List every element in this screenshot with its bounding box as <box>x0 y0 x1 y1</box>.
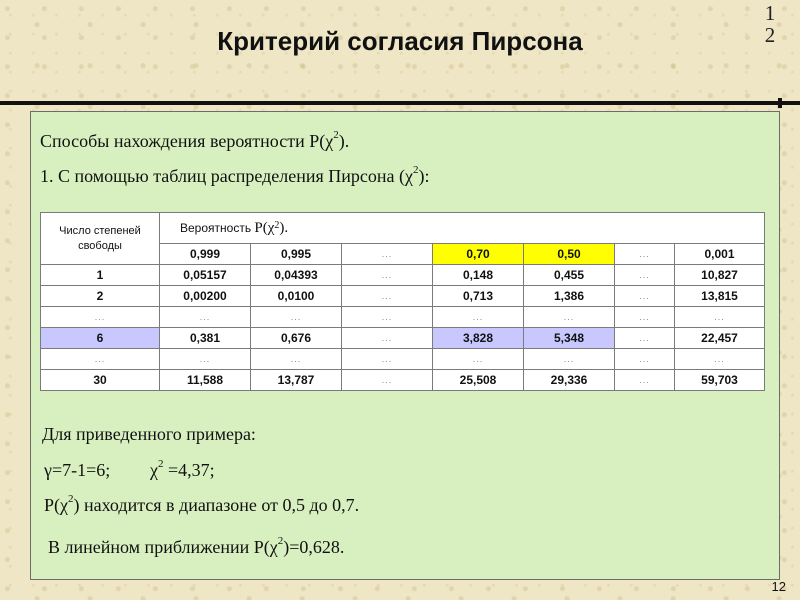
table-cell: ... <box>615 349 675 370</box>
table-cell: ... <box>342 307 433 328</box>
table-row <box>41 370 765 391</box>
table-cell: 13,787 <box>251 370 342 391</box>
table-cell: 1,386 <box>524 286 615 307</box>
table-cell: ... <box>342 370 433 391</box>
linear-approximation-line: В линейном приближении $P(\chi^2)=0,628$. <box>48 535 345 557</box>
table-cell: ... <box>524 349 615 370</box>
slide-number-top: 12 <box>764 1 776 47</box>
table-cell: ... <box>342 349 433 370</box>
table-row-ellipsis <box>41 349 765 370</box>
table-row <box>41 286 765 307</box>
table-cell: 13,815 <box>675 286 765 307</box>
table-cell: ... <box>675 307 765 328</box>
dof-cell: 30 <box>41 370 160 391</box>
dof-cell: ... <box>41 307 160 328</box>
table-cell: 0,0100 <box>251 286 342 307</box>
dof-cell: ... <box>41 349 160 370</box>
method-one-text: 1. С помощью таблиц распределения Пирсона $(\chi^2)$: <box>40 164 430 186</box>
table-cell: ... <box>433 349 524 370</box>
page-number: 12 <box>771 579 786 594</box>
pearson-table <box>40 212 765 391</box>
table-cell: 0,00200 <box>160 286 251 307</box>
table-cell: 0,148 <box>433 265 524 286</box>
table-cell: ... <box>615 307 675 328</box>
table-cell: 10,827 <box>675 265 765 286</box>
table-cell: 0,04393 <box>251 265 342 286</box>
probability-header: Вероятность $P(\chi^2)$. <box>160 213 765 244</box>
table-cell-highlighted: 5,348 <box>524 328 615 349</box>
dof-cell: 6 <box>41 328 160 349</box>
table-cell: 29,336 <box>524 370 615 391</box>
prob-cell: ... <box>615 244 675 265</box>
table-cell: ... <box>342 328 433 349</box>
probability-range-line: $P(\chi^2)$ находится в диапазоне от 0,5 до 0,7. <box>44 493 360 515</box>
table-cell: 11,588 <box>160 370 251 391</box>
prob-cell: 0,999 <box>160 244 251 265</box>
table-cell: ... <box>615 265 675 286</box>
table-cell: ... <box>675 349 765 370</box>
dof-header: Число степеней свободы <box>41 213 160 265</box>
table-cell: 22,457 <box>675 328 765 349</box>
prob-cell: 0,001 <box>675 244 765 265</box>
table-cell: ... <box>160 349 251 370</box>
prob-cell-highlighted: 0,50 <box>524 244 615 265</box>
prob-cell-highlighted: 0,70 <box>433 244 524 265</box>
degrees-of-freedom-line: γ=7-1=6; <box>44 460 111 480</box>
table-cell: ... <box>251 307 342 328</box>
title-divider <box>0 101 800 105</box>
chi-square-line: $\chi^2 =4,37$; <box>150 458 215 480</box>
table-cell: 59,703 <box>675 370 765 391</box>
table-row <box>41 265 765 286</box>
table-cell: 25,508 <box>433 370 524 391</box>
table-cell-highlighted: 3,828 <box>433 328 524 349</box>
example-heading: Для приведенного примера: <box>42 424 256 444</box>
table-cell: ... <box>433 307 524 328</box>
table-cell: 0,381 <box>160 328 251 349</box>
table-cell: ... <box>251 349 342 370</box>
table-cell: ... <box>615 286 675 307</box>
dof-cell: 1 <box>41 265 160 286</box>
table-row-highlighted <box>41 328 765 349</box>
table-cell: 0,455 <box>524 265 615 286</box>
table-cell: 0,676 <box>251 328 342 349</box>
prob-cell: ... <box>342 244 433 265</box>
table-cell: ... <box>615 370 675 391</box>
table-cell: ... <box>342 286 433 307</box>
prob-cell: 0,995 <box>251 244 342 265</box>
table-row-ellipsis <box>41 307 765 328</box>
table-cell: 0,713 <box>433 286 524 307</box>
divider-end-mark <box>778 98 782 108</box>
table-cell: ... <box>615 328 675 349</box>
table-cell: ... <box>524 307 615 328</box>
dof-cell: 2 <box>41 286 160 307</box>
intro-text: Способы нахождения вероятности $P(\chi^2)$. <box>40 129 350 151</box>
table-cell: ... <box>160 307 251 328</box>
table-cell: 0,05157 <box>160 265 251 286</box>
slide-title: Критерий согласия Пирсона <box>217 26 583 56</box>
table-cell: ... <box>342 265 433 286</box>
